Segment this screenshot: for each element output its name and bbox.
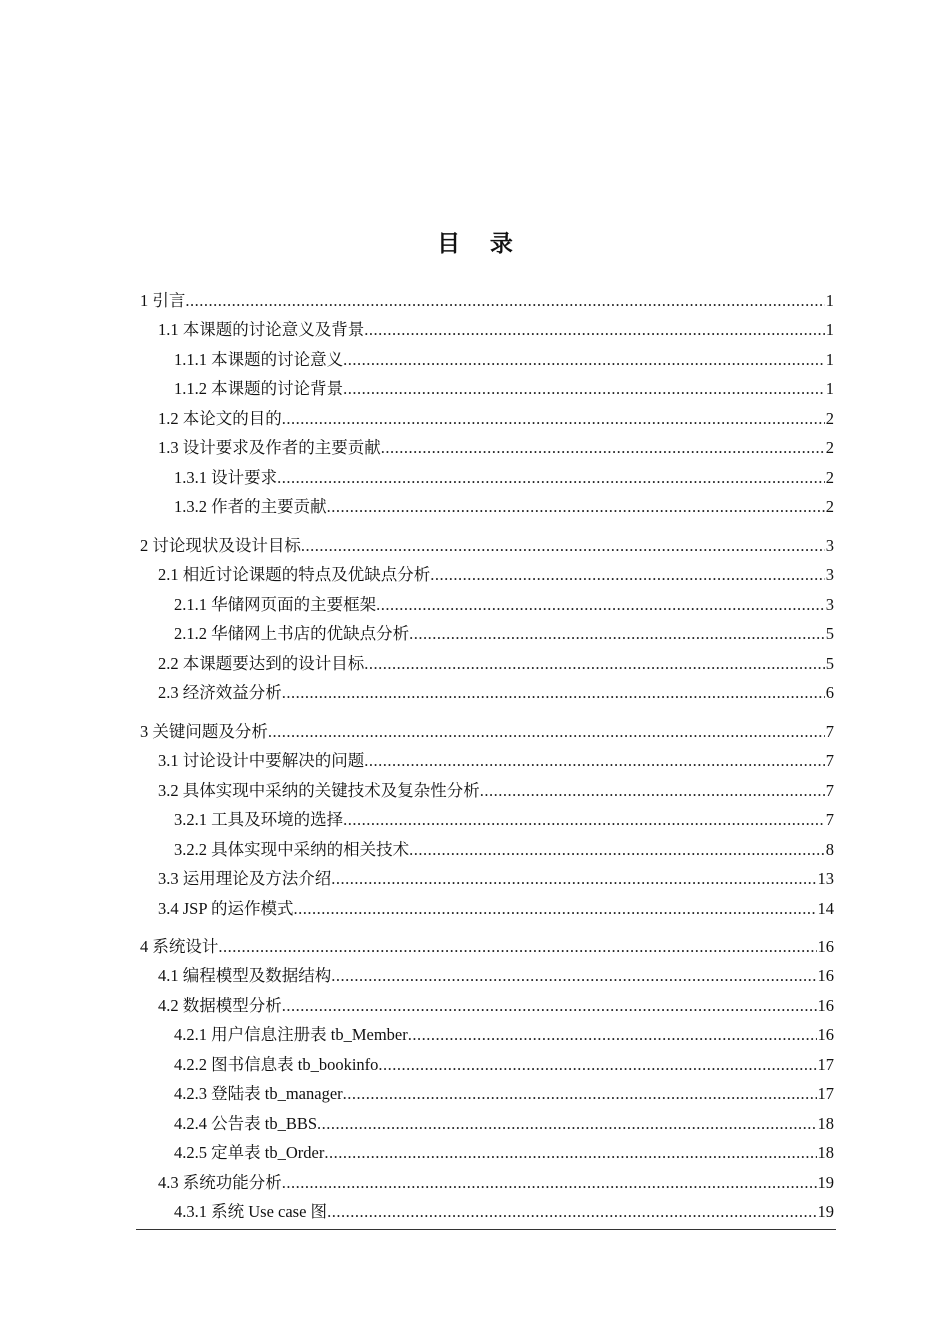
toc-dot-leader — [301, 536, 825, 556]
toc-entry-label: 3.1 讨论设计中要解决的问题 — [158, 751, 365, 770]
toc-entry[interactable] — [158, 644, 834, 674]
toc-entry[interactable] — [174, 340, 834, 370]
toc-entry[interactable] — [140, 712, 834, 742]
toc-entry-label: 4.3 系统功能分析 — [158, 1173, 282, 1192]
toc-entry-label: 2.3 经济效益分析 — [158, 683, 282, 702]
toc-entry-label: 3.2.2 具体实现中采纳的相关技术 — [174, 840, 410, 859]
toc-entry-page: 1 — [825, 291, 834, 310]
toc-entry[interactable] — [158, 555, 834, 585]
toc-entry[interactable] — [174, 1192, 834, 1222]
toc-entry[interactable] — [158, 673, 834, 703]
toc-dot-leader — [294, 899, 817, 919]
toc-entry-label: 1.3 设计要求及作者的主要贡献 — [158, 438, 381, 457]
toc-dot-leader — [430, 565, 825, 585]
toc-dot-leader — [282, 1173, 817, 1193]
toc-entry-page: 3 — [825, 595, 834, 614]
toc-entry-page: 2 — [825, 468, 834, 487]
toc-entry[interactable] — [158, 889, 834, 919]
toc-entry-label: 4.1 编程模型及数据结构 — [158, 966, 332, 985]
toc-entry[interactable] — [174, 369, 834, 399]
toc-entry-label: 4 系统设计 — [140, 937, 219, 956]
toc-entry[interactable] — [158, 310, 834, 340]
toc-entry-page: 3 — [825, 536, 834, 555]
toc-dot-leader — [364, 320, 825, 340]
toc-entry-page: 2 — [825, 409, 834, 428]
toc-entry-page: 7 — [825, 722, 834, 741]
toc-entry-page: 16 — [817, 966, 834, 985]
toc-entry[interactable] — [158, 1163, 834, 1193]
toc-dot-leader — [480, 781, 825, 801]
toc-entry-page: 2 — [825, 497, 834, 516]
toc-entry-label: 4.2.2 图书信息表 tb_bookinfo — [174, 1055, 379, 1074]
toc-entry-page: 19 — [817, 1173, 834, 1192]
toc-entry-label: 1.1.1 本课题的讨论意义 — [174, 350, 344, 369]
toc-entry-label: 4.2.5 定单表 tb_Order — [174, 1143, 325, 1162]
toc-entry-page: 7 — [825, 810, 834, 829]
toc-entry[interactable] — [174, 800, 834, 830]
toc-entry[interactable] — [174, 830, 834, 860]
toc-entry[interactable] — [158, 771, 834, 801]
toc-entry-page: 14 — [817, 899, 834, 918]
toc-dot-leader — [218, 937, 816, 957]
toc-entry-page: 1 — [825, 320, 834, 339]
footer-rule — [136, 1229, 836, 1230]
toc-entry-label: 1 引言 — [140, 291, 186, 310]
toc-dot-leader — [327, 1202, 816, 1222]
toc-entry-page: 13 — [817, 869, 834, 888]
toc-dot-leader — [331, 869, 816, 889]
toc-entry-page: 7 — [825, 751, 834, 770]
toc-dot-leader — [277, 468, 825, 488]
toc-dot-leader — [378, 1055, 816, 1075]
toc-entry[interactable] — [140, 927, 834, 957]
toc-dot-leader — [331, 966, 816, 986]
toc-entry-page: 5 — [825, 654, 834, 673]
toc-dot-leader — [343, 810, 825, 830]
toc-entry-label: 4.2.1 用户信息注册表 tb_Member — [174, 1025, 408, 1044]
toc-dot-leader — [317, 1114, 816, 1134]
toc-entry-label: 3.4 JSP 的运作模式 — [158, 899, 294, 918]
toc-entry-label: 2.2 本课题要达到的设计目标 — [158, 654, 365, 673]
toc-entry[interactable] — [158, 428, 834, 458]
toc-dot-leader — [282, 996, 817, 1016]
toc-entry[interactable] — [174, 458, 834, 488]
toc-entry-label: 2.1.1 华储网页面的主要框架 — [174, 595, 377, 614]
toc-dot-leader — [376, 595, 825, 615]
toc-entry-label: 1.3.2 作者的主要贡献 — [174, 497, 327, 516]
toc-dot-leader — [343, 350, 825, 370]
toc-dot-leader — [409, 624, 825, 644]
toc-entry-page: 19 — [817, 1202, 834, 1221]
toc-entry[interactable] — [140, 281, 834, 311]
toc-entry-page: 18 — [817, 1114, 834, 1133]
toc-entry-label: 2.1.2 华储网上书店的优缺点分析 — [174, 624, 410, 643]
toc-dot-leader — [343, 1084, 817, 1104]
toc-entry-label: 4.3.1 系统 Use case 图 — [174, 1202, 328, 1221]
toc-entry[interactable] — [174, 614, 834, 644]
toc-dot-leader — [324, 1143, 816, 1163]
toc-entry-page: 18 — [817, 1143, 834, 1162]
toc-entry-label: 4.2 数据模型分析 — [158, 996, 282, 1015]
toc-entry[interactable] — [158, 956, 834, 986]
toc-entry[interactable] — [174, 1104, 834, 1134]
toc-entry-page: 5 — [825, 624, 834, 643]
toc-entry-page: 6 — [825, 683, 834, 702]
toc-entry-page: 16 — [817, 996, 834, 1015]
toc-entry-page: 7 — [825, 781, 834, 800]
toc-entry-page: 16 — [817, 937, 834, 956]
toc-entry[interactable] — [158, 741, 834, 771]
toc-dot-leader — [409, 840, 825, 860]
toc-entry-page: 16 — [817, 1025, 834, 1044]
toc-entry[interactable] — [140, 526, 834, 556]
toc-dot-leader — [381, 438, 825, 458]
toc-entry-label: 1.1 本课题的讨论意义及背景 — [158, 320, 365, 339]
toc-entry-label: 3 关键问题及分析 — [140, 722, 268, 741]
toc-entry-label: 4.2.4 公告表 tb_BBS — [174, 1114, 318, 1133]
toc-entry[interactable] — [174, 487, 834, 517]
toc-dot-leader — [185, 291, 824, 311]
toc-dot-leader — [364, 751, 825, 771]
toc-entry-label: 4.2.3 登陆表 tb_manager — [174, 1084, 343, 1103]
toc-dot-leader — [282, 683, 825, 703]
toc-entry[interactable] — [174, 1074, 834, 1104]
toc-entry-page: 8 — [825, 840, 834, 859]
toc-entry-label: 1.2 本论文的目的 — [158, 409, 282, 428]
toc-entry-label: 2 讨论现状及设计目标 — [140, 536, 301, 555]
toc-dot-leader — [268, 722, 825, 742]
toc-entry[interactable] — [174, 585, 834, 615]
toc-dot-leader — [364, 654, 825, 674]
toc-dot-leader — [282, 409, 825, 429]
toc-entry-label: 3.2 具体实现中采纳的关键技术及复杂性分析 — [158, 781, 480, 800]
toc-dot-leader — [408, 1025, 817, 1045]
toc-entry[interactable] — [158, 399, 834, 429]
toc-entry-label: 3.3 运用理论及方法介绍 — [158, 869, 332, 888]
toc-entry[interactable] — [174, 1045, 834, 1075]
toc-title: 目 录 — [437, 231, 525, 256]
toc-dot-leader — [343, 379, 825, 399]
toc-entry-page: 17 — [817, 1084, 834, 1103]
toc-entry[interactable] — [158, 986, 834, 1016]
toc-entry-page: 1 — [825, 379, 834, 398]
toc-entry-page: 1 — [825, 350, 834, 369]
toc-dot-leader — [327, 497, 825, 517]
toc-entry-label: 1.1.2 本课题的讨论背景 — [174, 379, 344, 398]
toc-entry-page: 3 — [825, 565, 834, 584]
toc-entry-label: 2.1 相近讨论课题的特点及优缺点分析 — [158, 565, 431, 584]
toc-entry-page: 17 — [817, 1055, 834, 1074]
toc-entry-label: 3.2.1 工具及环境的选择 — [174, 810, 344, 829]
toc-entry[interactable] — [158, 859, 834, 889]
toc-entry[interactable] — [174, 1015, 834, 1045]
toc-entry-label: 1.3.1 设计要求 — [174, 468, 278, 487]
toc-entry[interactable] — [174, 1133, 834, 1163]
toc-entry-page: 2 — [825, 438, 834, 457]
